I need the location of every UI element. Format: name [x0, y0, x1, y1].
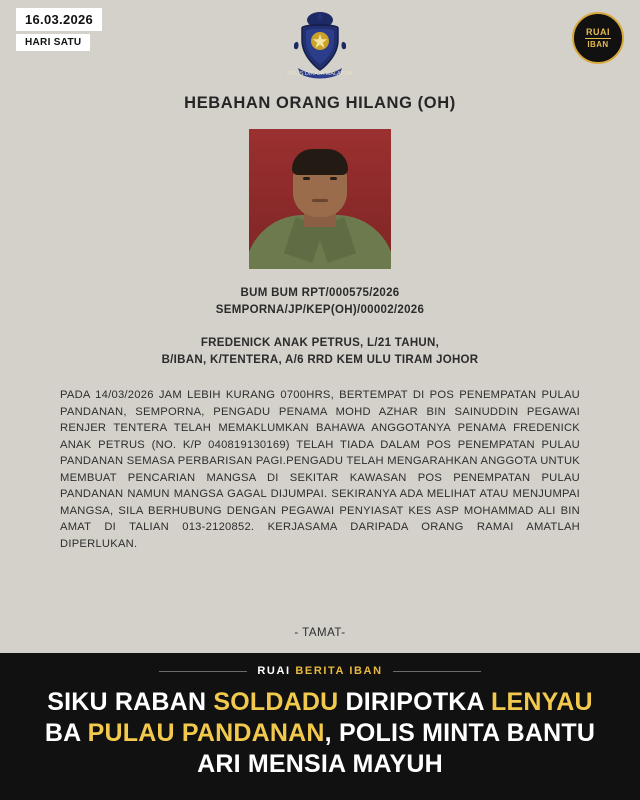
kicker-line-right [393, 671, 481, 672]
document-footer: - TAMAT- [294, 627, 346, 639]
report-reference [60, 285, 580, 319]
headline-segment: DIRIPOTKA [338, 688, 492, 716]
ruai-logo [572, 12, 624, 64]
ruai-logo-line1: RUAI [586, 27, 610, 37]
svg-text:POLIS DIRAJA MALAYSIA: POLIS DIRAJA MALAYSIA [287, 71, 353, 77]
headline-segment-highlight: PULAU PANDANAN [87, 719, 325, 747]
kicker-brand: RUAI [257, 665, 291, 677]
photo-mouth [312, 199, 328, 202]
headline-band [0, 653, 640, 800]
headline-segment: BA [44, 719, 88, 747]
band-kicker [18, 665, 622, 677]
headline-line-3 [18, 749, 622, 780]
victim-photo-container [60, 129, 580, 269]
ruai-logo-line3: IBAN [587, 40, 609, 49]
headline-line-1 [18, 687, 622, 718]
date-badge-day: HARI SATU [16, 34, 90, 51]
headline-segment-highlight: LENYAU [491, 688, 593, 716]
headline-segment: SIKU RABAN [47, 688, 214, 716]
kicker-line-left [159, 671, 247, 672]
headline [18, 687, 622, 780]
victim-photo [249, 129, 391, 269]
victim-details-line-2: B/IBAN, K/TENTERA, A/6 RRD KEM ULU TIRAM JOHOR [161, 354, 479, 366]
victim-details [60, 335, 580, 369]
headline-line-2 [18, 718, 622, 749]
headline-segment: , POLIS MINTA BANTU [324, 719, 596, 747]
ruai-logo-divider [585, 38, 611, 39]
headline-segment-highlight: SOLDADU [213, 688, 339, 716]
incident-description: PADA 14/03/2026 JAM LEBIH KURANG 0700HRS, BERTEMPAT DI POS PENEMPATAN PULAU PANDANAN, SEMPORNA, PENGADU PENAMA MOHD AZHAR BIN SAINUDDIN PEGAWAI RENJER TENTERA TELAH MEMAKLUMKAN BAHAWA ANGGOTANYA PENAMA FREDENICK ANAK PETRUS (NO. K/P 040819130169) TELAH TIADA DALAM POS PENEMPATAN PULAU PANDANAN SEMASA PERBARISAN PAGI.PENGADU TELAH MENGARAHKAN ANGGOTA UNTUK MEMBUAT PENCARIAN MANGSA DI SEKITAR KAWASAN POS PENEMPATAN PULAU PANDANAN NAMUN MANGSA GAGAL DIJUMPAI. SEKIRANYA ADA MELIHAT ATAU MENJUMPAI MANGSA, SILA BERHUBUNG DENGAN PEGAWAI PENYIASAT KES ASP MOHAMMAD ALI BIN AMAT DI TALIAN 013-2120852. KERJASAMA DARIPADA ORANG RAMAI AMATLAH DIPERLUKAN. [60, 389, 580, 550]
victim-details-line-1: FREDENICK ANAK PETRUS, L/21 TAHUN, [200, 337, 440, 349]
photo-eye-left [303, 177, 310, 180]
report-reference-line-1: BUM BUM RPT/000575/2026 [240, 287, 400, 299]
page-title: HEBAHAN ORANG HILANG (OH) [184, 94, 456, 112]
kicker-text [257, 665, 382, 677]
date-badge [16, 8, 102, 51]
police-crest-icon [282, 10, 358, 82]
report-reference-line-2: SEMPORNA/JP/KEP(OH)/00002/2026 [215, 304, 425, 316]
date-badge-date: 16.03.2026 [16, 8, 102, 31]
photo-eye-right [330, 177, 337, 180]
document-body [0, 82, 640, 653]
kicker-brand-gold: BERITA IBAN [295, 665, 383, 677]
photo-hair [292, 149, 348, 175]
headline-segment: ARI MENSIA MAYUH [197, 750, 443, 778]
